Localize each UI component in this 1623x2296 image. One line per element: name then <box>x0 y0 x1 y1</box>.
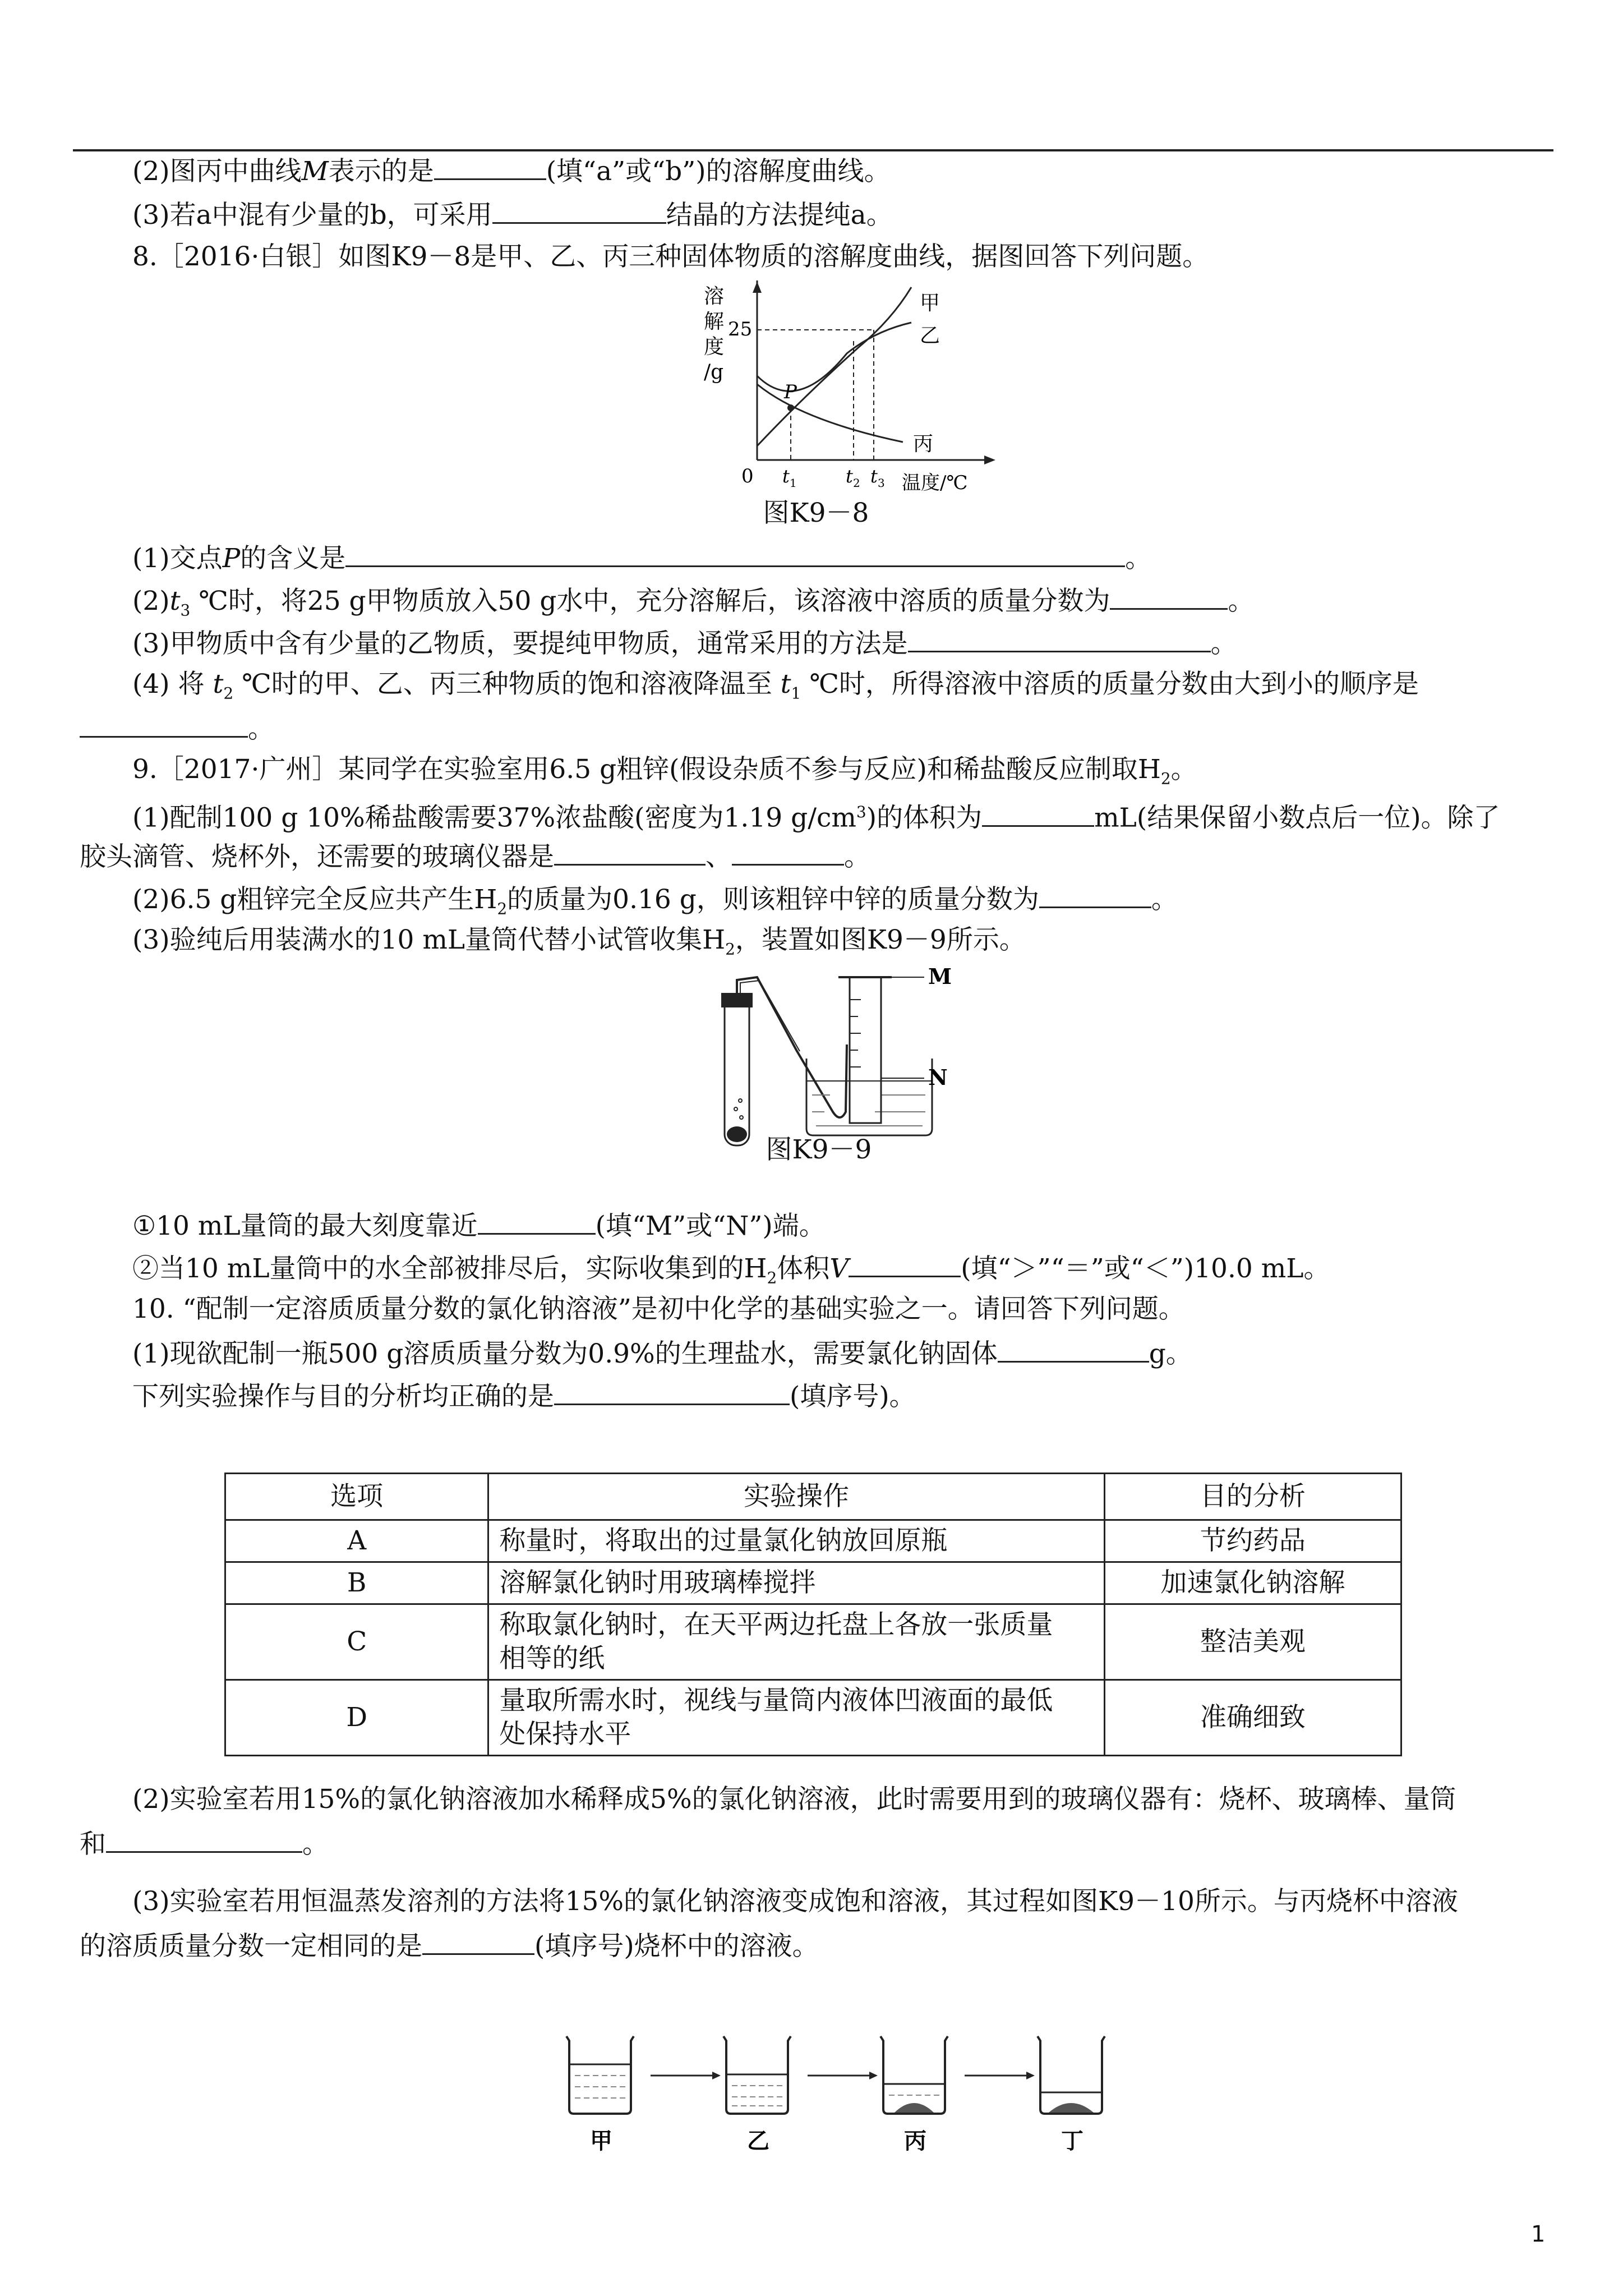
q9-sub1-cont: 胶头滴管、烧杯外，还需要的玻璃仪器是 、 。 <box>80 838 870 874</box>
answer-blank[interactable] <box>434 153 546 180</box>
q10-sub2: (2)实验室若用15%的氯化钠溶液加水稀释成5%的氯化钠溶液，此时需要用到的玻璃仪器有：烧杯、玻璃棒、量筒 <box>132 1784 1456 1815</box>
evaporation-beakers-figure <box>555 2031 1138 2160</box>
table-row <box>225 1604 1401 1680</box>
cell-operation: 称取氯化钠时，在天平两边托盘上各放一张质量 相等的纸 <box>488 1604 1104 1680</box>
answer-blank[interactable] <box>554 838 706 866</box>
tick-t3-sub: 3 <box>878 476 885 490</box>
q9-sub1: (1)配制100 g 10%稀盐酸需要37%浓盐酸(密度为1.19 $g/cm^3$)的体积为 mL(结果保留小数点后一位)。除了 <box>132 795 1500 835</box>
bubble <box>740 1116 743 1119</box>
curve-bing-label: 丙 <box>913 432 934 455</box>
tick-t3: t <box>870 466 878 487</box>
cell-operation: 量取所需水时，视线与量筒内液体凹液面的最低 处保持水平 <box>488 1680 1104 1756</box>
beaker-label-jia: 甲 <box>590 2128 612 2154</box>
curve-yi-label: 乙 <box>920 324 940 347</box>
answer-blank[interactable] <box>345 540 1125 567</box>
y-label-2: 解 <box>704 310 725 333</box>
cell-option: C <box>225 1604 488 1680</box>
cell-option: D <box>225 1680 488 1756</box>
answer-blank[interactable] <box>492 196 666 224</box>
q8-sub1: (1)交点P的含义是 。 <box>132 540 1151 576</box>
q10-sub3: (3)实验室若用恒温蒸发溶剂的方法将15%的氯化钠溶液变成饱和溶液，其过程如图K9－10所示。与丙烧杯中溶液 <box>132 1886 1458 1917</box>
figure-caption-k9-8: 图K9－8 <box>763 498 869 528</box>
x-axis-arrow <box>984 455 995 464</box>
answer-blank[interactable] <box>998 1335 1149 1363</box>
tick-t2: t <box>846 466 853 487</box>
point-p <box>787 404 794 411</box>
x-axis-label: 温度/℃ <box>902 472 968 494</box>
beaker-ding <box>1038 2036 1105 2114</box>
beaker-label-yi: 乙 <box>747 2128 769 2154</box>
label-n: N <box>928 1065 948 1090</box>
q9-sub2: (2)6.5 g粗锌完全反应共产生$H_2$的质量为0.16 g，则该粗锌中锌的质量分数为 。 <box>132 881 1178 926</box>
q8-sub4: (4) 将 $t_2$ ℃时的甲、乙、丙三种物质的饱和溶液降温至 $t_1$ ℃时，所得溶液中溶质的质量分数由大到小的顺序是 <box>132 669 1419 703</box>
q9-sub3: (3)验纯后用装满水的10 mL量筒代替小试管收集$H_2$，装置如图K9－9所示。 <box>132 924 1026 959</box>
q7-part2: (2)图丙中曲线M表示的是 (填“a”或“b”)的溶解度曲线。 <box>132 153 891 188</box>
q8-title: 8.［2016·白银］如图K9－8是甲、乙、丙三种固体物质的溶解度曲线，据图回答下列问题。 <box>132 241 1209 272</box>
q9-title: 9.［2017·广州］某同学在实验室用6.5 g粗锌(假设杂质不参与反应)和稀盐酸反应制取$H_2$。 <box>132 754 1197 788</box>
answer-blank[interactable] <box>849 1250 961 1277</box>
bubble <box>734 1107 737 1111</box>
q9-circle1: ①10 mL量筒的最大刻度靠近 (填“M”或“N”)端。 <box>132 1207 826 1243</box>
rubber-stopper <box>721 993 753 1007</box>
gas-collection-apparatus <box>712 960 993 1162</box>
q8-sub3: (3)甲物质中含有少量的乙物质，要提纯甲物质，通常采用的方法是 。 <box>132 625 1237 661</box>
solubility-curve-graph <box>690 280 1004 505</box>
q7-part3: (3)若a中混有少量的b，可采用 结晶的方法提纯a。 <box>132 196 893 232</box>
col-header-option: 选项 <box>225 1474 488 1520</box>
q10-title: 10. “配制一定溶质质量分数的氯化钠溶液”是初中化学的基础实验之一。请回答下列问题。 <box>132 1294 1185 1324</box>
q10-sub2-cont: 和 。 <box>80 1825 329 1861</box>
answer-blank[interactable] <box>554 1378 790 1405</box>
q9-circle2: ②当10 mL量筒中的水全部被排尽后，实际收集到的$H_2$体积V (填“＞”“＝”或“＜”)10.0 mL。 <box>132 1250 1330 1295</box>
figure-caption-k9-9: 图K9－9 <box>766 1134 872 1165</box>
arrow-head-1 <box>712 2072 721 2079</box>
beaker-label-ding: 丁 <box>1061 2128 1083 2154</box>
point-p-label: P <box>784 381 797 403</box>
col-header-purpose: 目的分析 <box>1104 1474 1401 1520</box>
cell-operation: 称量时，将取出的过量氯化钠放回原瓶 <box>488 1520 1104 1562</box>
cell-purpose: 整洁美观 <box>1104 1604 1401 1680</box>
cell-purpose: 准确细致 <box>1104 1680 1401 1756</box>
bubble <box>739 1099 742 1102</box>
tick-t1-sub: 1 <box>790 476 797 490</box>
beaker-yi <box>723 2036 791 2114</box>
tick-t1: t <box>782 466 790 487</box>
page-number: 1 <box>1531 2221 1546 2247</box>
arrow-head-3 <box>1026 2072 1035 2079</box>
table-row <box>225 1680 1401 1756</box>
answer-blank[interactable] <box>478 1207 596 1235</box>
answer-blank[interactable] <box>106 1825 302 1853</box>
y-tick-25: 25 <box>728 318 753 341</box>
cell-purpose: 节约药品 <box>1104 1520 1401 1562</box>
beaker-bing <box>880 2036 948 2114</box>
q8-sub4-cont: 。 <box>80 710 274 746</box>
cell-operation: 溶解氯化钠时用玻璃棒搅拌 <box>488 1562 1104 1604</box>
table-row <box>225 1562 1401 1604</box>
q8-sub2: $(2)t_3$ ℃时，将25 g甲物质放入50 g水中，充分溶解后，该溶液中溶质的质量分数为 。 <box>132 582 1254 627</box>
origin-label: 0 <box>741 465 754 487</box>
answer-blank[interactable] <box>982 799 1094 827</box>
beaker-label-bing: 丙 <box>904 2128 926 2154</box>
curve-yi <box>757 323 911 391</box>
beaker-jia <box>566 2036 634 2114</box>
answer-blank[interactable] <box>1110 582 1228 610</box>
experiment-table <box>224 1473 1402 1756</box>
cell-option: B <box>225 1562 488 1604</box>
y-label-1: 溶 <box>704 285 725 308</box>
answer-blank[interactable] <box>1039 881 1151 908</box>
table-header-row <box>225 1474 1401 1520</box>
y-axis-arrow <box>753 282 762 293</box>
y-label-4: /g <box>704 361 724 384</box>
answer-blank[interactable] <box>732 838 844 866</box>
answer-blank[interactable] <box>80 710 248 738</box>
curve-jia-label: 甲 <box>920 292 940 315</box>
q10-sub3-cont: 的溶质质量分数一定相同的是 (填序号)烧杯中的溶液。 <box>80 1927 819 1963</box>
cell-purpose: 加速氯化钠溶解 <box>1104 1562 1401 1604</box>
delivery-tube <box>737 977 847 1117</box>
curve-bing <box>757 384 903 442</box>
header-rule <box>73 149 1553 151</box>
col-header-operation: 实验操作 <box>488 1474 1104 1520</box>
q10-sub1: (1)现欲配制一瓶500 g溶质质量分数为0.9%的生理盐水，需要氯化钠固体 g。 <box>132 1335 1192 1371</box>
test-tube <box>725 994 749 1145</box>
tick-t2-sub: 2 <box>853 476 860 490</box>
table-row <box>225 1520 1401 1562</box>
y-label-3: 度 <box>704 335 725 358</box>
arrow-head-2 <box>869 2072 878 2079</box>
label-m: M <box>928 964 952 989</box>
answer-blank[interactable] <box>908 625 1211 652</box>
cell-option: A <box>225 1520 488 1562</box>
answer-blank[interactable] <box>422 1927 534 1955</box>
q10-sub1-cont: 下列实验操作与目的分析均正确的是 (填序号)。 <box>132 1378 916 1414</box>
